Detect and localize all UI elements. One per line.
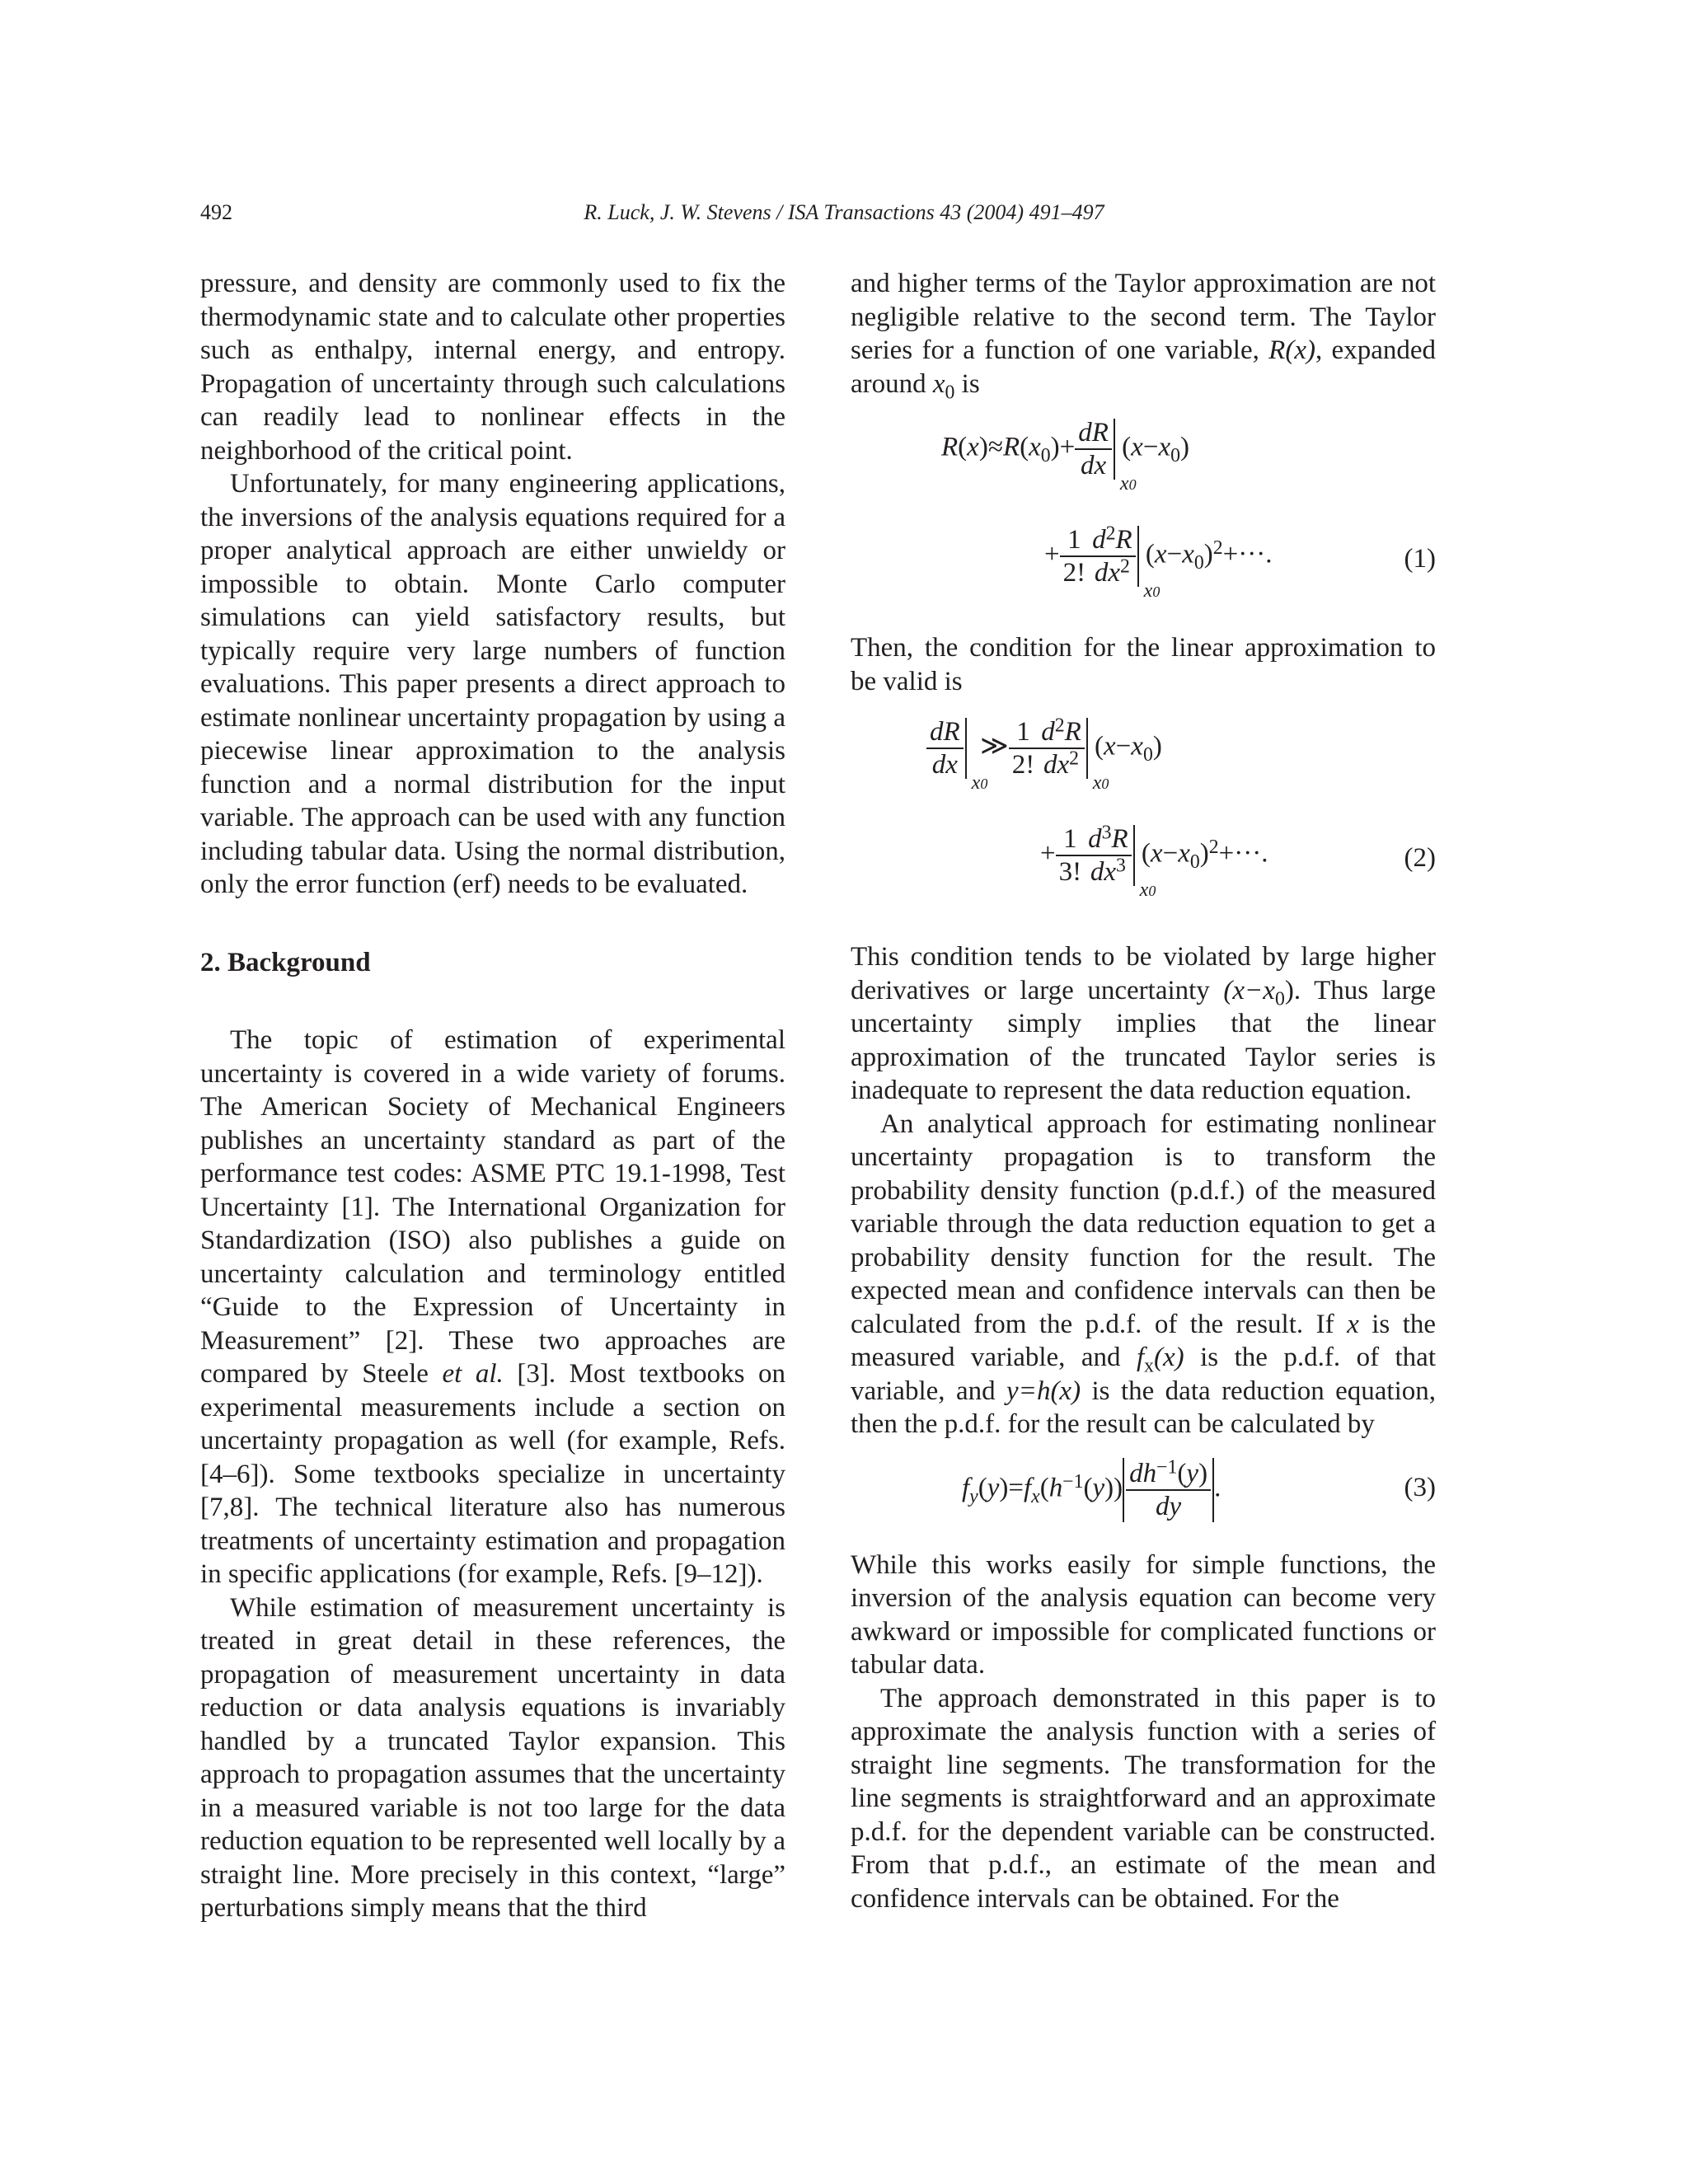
equation-1: $R(x)\approx R(x_0)+$ $\frac{dR}{dx}$ x0 $(x-x_0)$ + $\frac{1}{2!}$ $\frac{d^2R}{dx^2}$ x0 $(x-x_0)^2+\cdot\cdot\cdot$. (1) — [941, 418, 1436, 602]
right-column — [851, 267, 1436, 1915]
running-head: R. Luck, J. W. Stevens / ISA Transactions 43 (2004) 491–497 — [584, 200, 1104, 224]
paragraph: The approach demonstrated in this paper is to approximate the analysis function with a series of straight line segments. The transformation for the line segments is straightforward and an approximate p.d.f. for the dependent variable can be constructed. From that p.d.f., an estimate of the mean and confidence intervals can be obtained. For the — [851, 1683, 1436, 1914]
paragraph: While estimation of measurement uncertainty is treated in great detail in these references, the propagation of measurement uncertainty in data reduction or data analysis equations is invariably handled by a truncated Taylor expansion. This approach to propagation assumes that the uncertainty in a measured variable is not too large for the data reduction equation to be represented well locally by a straight line. More precisely in this context, “large” perturbations simply means that the third — [200, 1592, 785, 1923]
equation-number: (2) — [1404, 843, 1436, 873]
equation-3: $f_y(y)=f_x(h^{-1}(y))$ $\frac{dh^{-1}(y)}{dy}$ . (3) — [962, 1455, 1436, 1521]
paragraph: The topic of estimation of experimental uncertainty is covered in a wide variety of forums. The American Society of Mechanical Engineers publishes an uncertainty standard as part of the performance test codes: ASME PTC 19.1-1998, Test Uncertainty [1]. The International Organization for Standardization (ISO) also publishes a guide on uncertainty calculation and terminology entitled “Guide to the Expression of Uncertainty in Measurement” [2]. These two approaches are compared by Steele et al. [3]. Most textbooks on experimental measurements include a section on uncertainty propagation as well (for example, Refs. [4–6]). Some textbooks specialize in uncertainty [7,8]. The technical literature also has numerous treatments of uncertainty estimation and propagation in specific applications (for example, Refs. [9–12]). — [200, 1025, 785, 1589]
paragraph: Unfortunately, for many engineering applications, the inversions of the analysis equations required for a proper analytical approach are either unwieldy or impossible to obtain. Monte Carlo computer simulations can yield satisfactory results, but typically require very large numbers of function evaluations. This paper presents a direct approach to estimate nonlinear uncertainty propagation by using a piecewise linear approximation to the analysis function and a normal distribution for the input variable. The approach can be used with any function including tabular data. Using the normal distribution, only the error function (erf) needs to be evaluated. — [200, 469, 785, 899]
page-header — [0, 200, 1688, 233]
equation-number: (1) — [1404, 544, 1436, 574]
paragraph: and higher terms of the Taylor approximation are not negligible relative to the second term. The Taylor series for a function of one variable, R(x), expanded around $x_0$ is — [851, 269, 1436, 404]
left-column — [200, 267, 785, 1925]
paragraph: pressure, and density are commonly used to fix the thermodynamic state and to calculate other properties such as enthalpy, internal energy, and entropy. Propagation of uncertainty through such calculations can readily lead to nonlinear effects in the neighborhood of the critical point. — [200, 269, 785, 466]
page-number: 492 — [200, 200, 232, 224]
section-heading: 2. Background — [200, 947, 371, 977]
equation-2: $\frac{dR}{dx}$ x0 ≫ $\frac{1}{2!}$ $\frac{d^2R}{dx^2}$ x0 $(x-x_0)$ + $\frac{1}{3!}$ $\frac{d^3R}{dx^3}$ x0 $(x-x_0)^2+\cdot\cdot\cdot$. (2) — [851, 698, 1436, 929]
et-al: et al. — [442, 1359, 504, 1389]
equation-number: (3) — [1404, 1472, 1436, 1502]
paragraph: Then, the condition for the linear approximation to be valid is — [851, 633, 1436, 696]
paragraph: An analytical approach for estimating nonlinear uncertainty propagation is to transform the probability density function (p.d.f.) of the measured variable through the data reduction equation to get a probability density function for the result. The expected mean and confidence intervals can then be calculated from the p.d.f. of the result. If x is the measured variable, and $f_x(x)$ is the p.d.f. of that variable, and y=h(x) is the data reduction equation, then the p.d.f. for the result can be calculated by — [851, 1108, 1437, 1439]
paragraph: This condition tends to be violated by large higher derivatives or large uncertainty $(x-x_0)$. Thus large uncertainty simply implies that the linear approximation of the truncated Taylor series is inadequate to represent the data reduction equation. — [851, 942, 1436, 1105]
paragraph: While this works easily for simple functions, the inversion of the analysis equation can become very awkward or impossible for complicated functions or tabular data. — [851, 1549, 1436, 1680]
